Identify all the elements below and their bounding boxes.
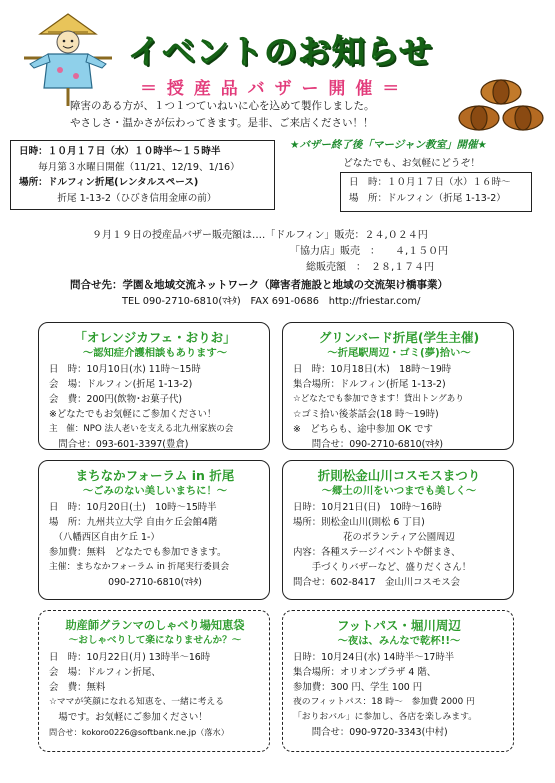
event-card-orange-cafe <box>38 322 270 450</box>
bazaar-line: 場所：ドルフィン折尾(レンタルスペース) <box>19 177 199 188</box>
event-title: グリンバード折尾(学生主催) <box>318 330 480 345</box>
event-line: 日 時：10月22日(月) 13時半～16時 <box>49 652 211 663</box>
event-line: 090-2710-6810(ﾏｷﾀ) <box>108 577 202 588</box>
event-card-footpath <box>282 610 514 752</box>
event-card-grandma-talk <box>38 610 270 752</box>
event-subtitle: ～ごみのない美しいまちに！～ <box>82 485 228 497</box>
event-line: ※ どちらも、途中参加 OK です <box>293 424 433 435</box>
event-line: 内容：各種ステージイベントや餅まき、 <box>293 547 461 558</box>
event-title: 「オレンジカフェ・おりお」 <box>74 330 236 345</box>
bazaar-line: 毎月第３水曜日開催（11/21、12/19、1/16） <box>19 161 240 173</box>
event-line: 日 時：10月20日(土) 10時～15時半 <box>49 502 217 513</box>
bazaar-line: 日時：１０月１７日（水）１０時半～１５時半 <box>19 146 221 157</box>
page-subtitle: ＝ 授 産 品 バ ザ ー 開 催 ＝ <box>140 79 402 99</box>
event-line: 集合場所：ドルフィン(折尾 1-13-2) <box>293 379 446 390</box>
barrels-illustration <box>455 62 547 132</box>
event-line: 手づくりバザーなど、盛りだくさん！ <box>293 562 472 573</box>
page-title: イベントのお知らせ <box>128 32 434 71</box>
sales-line-3: 総販売額 ： ２８,１７４円 <box>306 262 435 273</box>
event-line: ☆どなたでも参加できます！貸出トングあり <box>293 394 464 404</box>
event-line: 花のボランティア公園周辺 <box>343 532 455 543</box>
event-title: 助産師グランマのしゃべり場知恵袋 <box>65 619 245 632</box>
event-subtitle: ～折尾駅周辺・ゴミ(夢)拾い～ <box>327 347 471 359</box>
event-card-cosmos-festival <box>282 460 514 600</box>
intro-line: 障害のある方が、１つ１つていねいに心を込めて製作しました。 <box>70 100 375 112</box>
event-title: フットパス・堀川周辺 <box>337 618 461 633</box>
event-line: 夜のフィットパス：18 時～ 参加費 2000 円 <box>293 697 475 707</box>
event-line: 会 費：無料 <box>49 682 106 693</box>
contact-line-1: 問合せ先：学園＆地域交流ネットワーク（障害者施設と地域の交流架け橋事業） <box>70 279 448 291</box>
sales-line-1: ９月１９日の授産品バザー販売額は‥‥「ドルフィン」販売：２４,０２４円 <box>92 230 428 241</box>
event-line: 問合せ：093-601-3397(豊倉) <box>49 439 189 450</box>
event-card-machinaka-forum <box>38 460 270 600</box>
event-line: 会 場：ドルフィン折尾、 <box>49 667 161 678</box>
event-line: 参加費：300 円、学生 100 円 <box>293 682 423 693</box>
seminar-info-box <box>340 172 532 212</box>
event-line: 集合場所：オリオンプラザ 4 階、 <box>293 667 437 678</box>
event-line: （八幡西区自由ケ丘 1-） <box>49 532 160 543</box>
event-line: ※どなたでもお気軽にご参加ください！ <box>49 409 217 420</box>
event-line: 問合せ：kokoro0226@softbank.ne.jp（落水） <box>49 727 229 737</box>
event-subtitle: ～夜は、みんなで乾杯!!～ <box>337 635 461 647</box>
event-line: 主催：まちなかフォーラム in 折尾実行委員会 <box>49 562 230 572</box>
event-line: 「おりおバル」に参加し、各店を楽しみます。 <box>293 712 478 722</box>
seminar-subtitle: どなたでも、お気軽にどうぞ！ <box>343 158 481 169</box>
event-subtitle: ～おしゃべりして楽になりませんか？～ <box>68 635 242 646</box>
event-line: 日 時：10月18日(木) 18時～19時 <box>293 364 452 375</box>
bazaar-info-box <box>10 140 275 210</box>
event-subtitle: ～郷土の川をいつまでも美しく～ <box>321 485 477 497</box>
event-title: まちなかフォーラム in 折尾 <box>75 468 235 483</box>
event-line: 問合せ：090-2710-6810(ﾏｷﾀ) <box>293 439 444 450</box>
event-line: 場 所：九州共立大学 自由ケ丘会館4階 <box>49 517 218 528</box>
event-line: 日時：10月21日(日) 10時～16時 <box>293 502 442 513</box>
event-line: 場です。お気軽にご参加ください！ <box>49 712 208 723</box>
intro-line: やさしさ・温かさが伝わってきます。是非、ご来店ください！！ <box>70 117 374 129</box>
bazaar-line: 折尾 1-13-2（ひびき信用金庫の前） <box>19 192 217 204</box>
event-line: 場所：則松金山川(則松 6 丁目) <box>293 517 425 528</box>
intro-text <box>70 98 375 132</box>
event-line: 日時：10月24日(水) 14時半～17時半 <box>293 652 455 663</box>
event-line: 問合せ：602-8417 金山川コスモス会 <box>293 577 461 588</box>
event-line: 会 費：200円(飲物･お菓子代) <box>49 394 183 405</box>
seminar-line: 日 時：１０月１７日（水）１６時～ <box>349 177 511 188</box>
event-line: 日 時：10月10日(水) 11時～15時 <box>49 364 201 375</box>
event-title: 折則松金山川コスモスまつり <box>317 468 481 483</box>
contact-line-2: TEL 090-2710-6810(ﾏｷﾀ) FAX 691-0686 http://friestar.com/ <box>122 296 421 307</box>
event-line: 参加費：無料 どなたでも参加できます。 <box>49 547 227 558</box>
event-line: ☆ママが笑顔になれる知恵を、一緒に考える <box>49 697 225 707</box>
event-line: 主 催：NPO 法人老いを支える北九州家族の会 <box>49 424 234 434</box>
seminar-title: ★バザー終了後「マージャン教室」開催★ <box>290 139 487 151</box>
seminar-line: 場 所：ドルフィン（折尾 1-13-2） <box>349 193 506 204</box>
event-line: ☆ゴミ拾い後茶話会(18 時～19時) <box>293 409 439 420</box>
event-card-green-bird <box>282 322 514 450</box>
event-line: 問合せ：090-9720-3343(中村) <box>293 727 448 738</box>
sales-line-2: 「協力店」販売 ： ４,１５０円 <box>290 246 449 257</box>
event-subtitle: ～認知症介護相談もあります～ <box>82 347 228 359</box>
event-line: 会 場：ドルフィン(折尾 1-13-2) <box>49 379 193 390</box>
scarecrow-illustration <box>18 8 118 108</box>
